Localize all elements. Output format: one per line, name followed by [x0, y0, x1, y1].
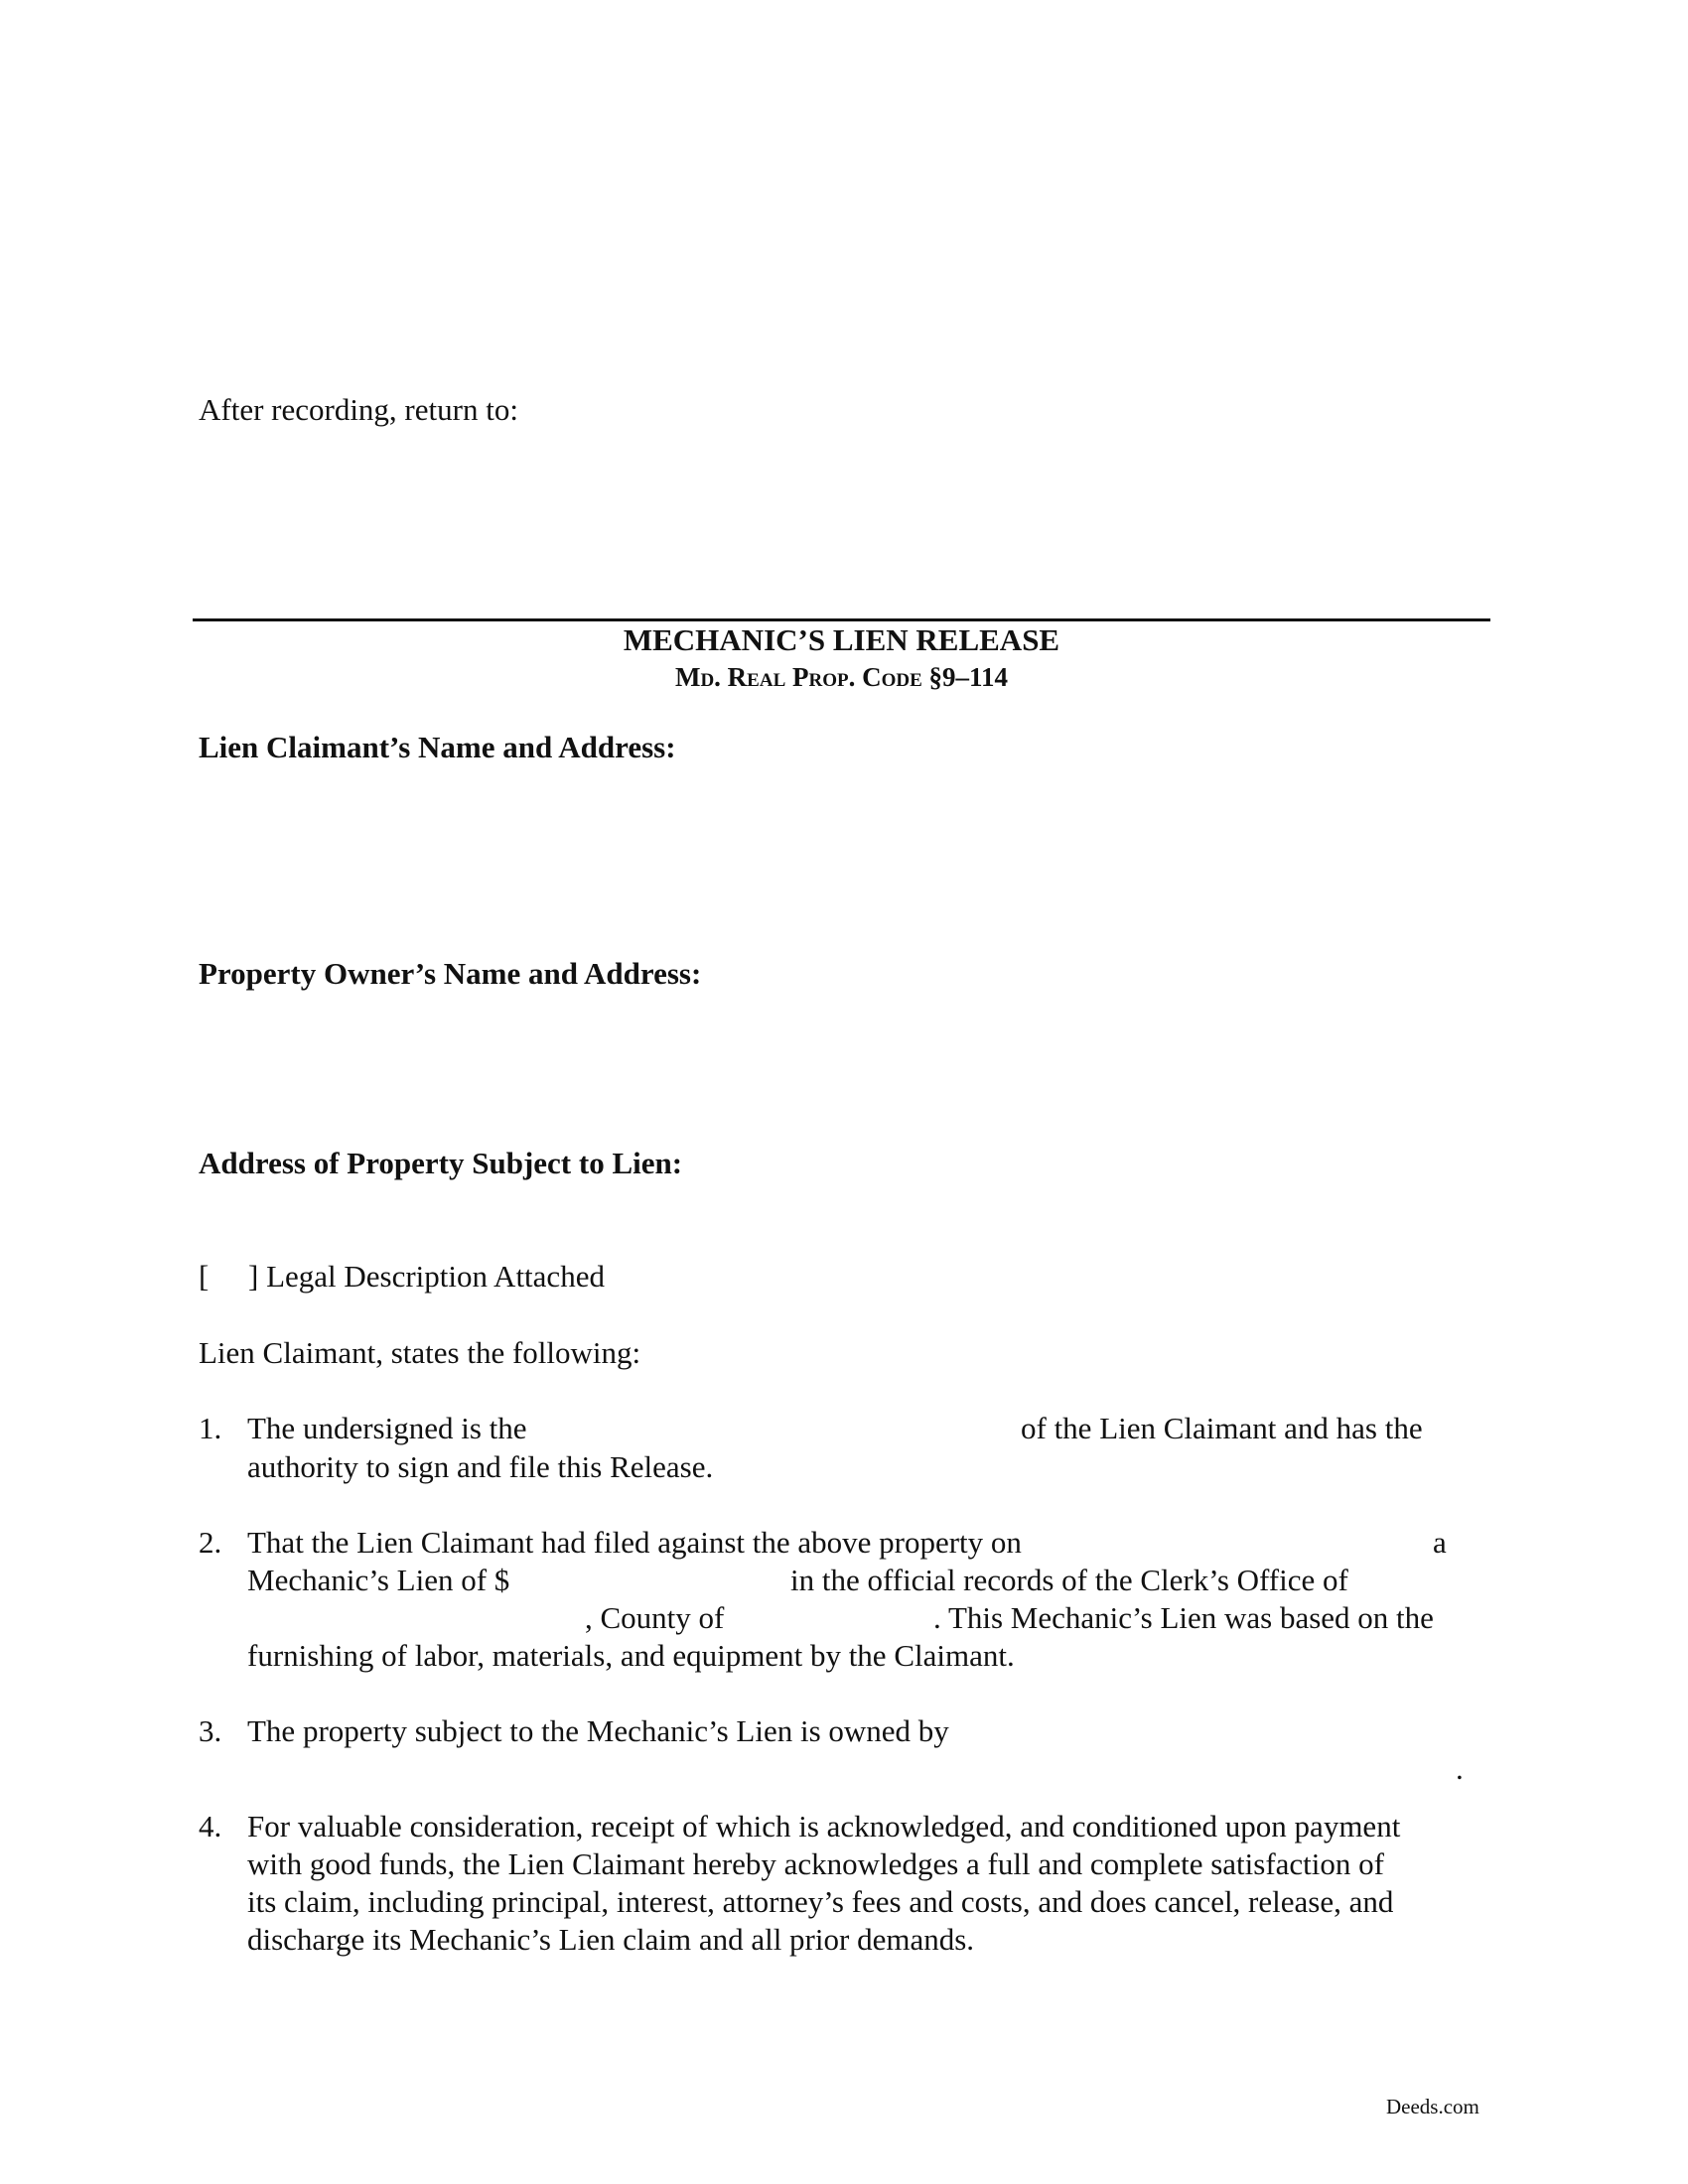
item-1-text-line2: authority to sign and file this Release.	[247, 1449, 714, 1484]
intro-statement: Lien Claimant, states the following:	[199, 1335, 641, 1370]
item-3-end-period: .	[1456, 1751, 1464, 1786]
item-2-text-line4: furnishing of labor, materials, and equipment by the Claimant.	[247, 1638, 1015, 1673]
item-3-number: 3.	[199, 1713, 222, 1748]
footer-brand: Deeds.com	[1386, 2095, 1479, 2118]
return-to-label: After recording, return to:	[199, 392, 518, 427]
item-2-text-line1: That the Lien Claimant had filed against the above property on	[247, 1525, 1022, 1560]
document-title: MECHANIC’S LIEN RELEASE	[623, 622, 1060, 657]
legal-description-checkbox[interactable]: [	[199, 1259, 210, 1294]
statute-citation: Md. Real Prop. Code §9–114	[674, 662, 1009, 692]
item-2-text-line2: Mechanic’s Lien of $	[247, 1563, 510, 1597]
item-2-text-line1-end: a	[1433, 1525, 1447, 1560]
item-2-number: 2.	[199, 1525, 222, 1560]
claimant-heading: Lien Claimant’s Name and Address:	[199, 730, 676, 764]
item-4-text-line3: its claim, including principal, interest, attorney’s fees and costs, and does cancel, release, and	[247, 1884, 1394, 1919]
item-2-text-line3-end: . This Mechanic’s Lien was based on the	[933, 1600, 1434, 1635]
item-4-number: 4.	[199, 1809, 222, 1843]
legal-description-label: ] Legal Description Attached	[248, 1259, 605, 1294]
item-1-text-end: of the Lien Claimant and has the	[1021, 1411, 1423, 1445]
item-1-number: 1.	[199, 1411, 222, 1445]
item-2-text-line3: , County of	[585, 1600, 725, 1635]
item-4-text-line4: discharge its Mechanic’s Lien claim and all prior demands.	[247, 1922, 975, 1957]
item-2-text-line2-end: in the official records of the Clerk’s Office of	[790, 1563, 1348, 1597]
item-1-text-start: The undersigned is the	[247, 1411, 527, 1445]
item-4-text-line1: For valuable consideration, receipt of which is acknowledged, and conditioned upon payment	[247, 1809, 1401, 1843]
property-heading: Address of Property Subject to Lien:	[199, 1146, 683, 1180]
item-3-text: The property subject to the Mechanic’s Lien is owned by	[247, 1713, 949, 1748]
owner-heading: Property Owner’s Name and Address:	[199, 956, 702, 991]
item-4-text-line2: with good funds, the Lien Claimant hereby acknowledges a full and complete satisfaction of	[247, 1846, 1384, 1881]
